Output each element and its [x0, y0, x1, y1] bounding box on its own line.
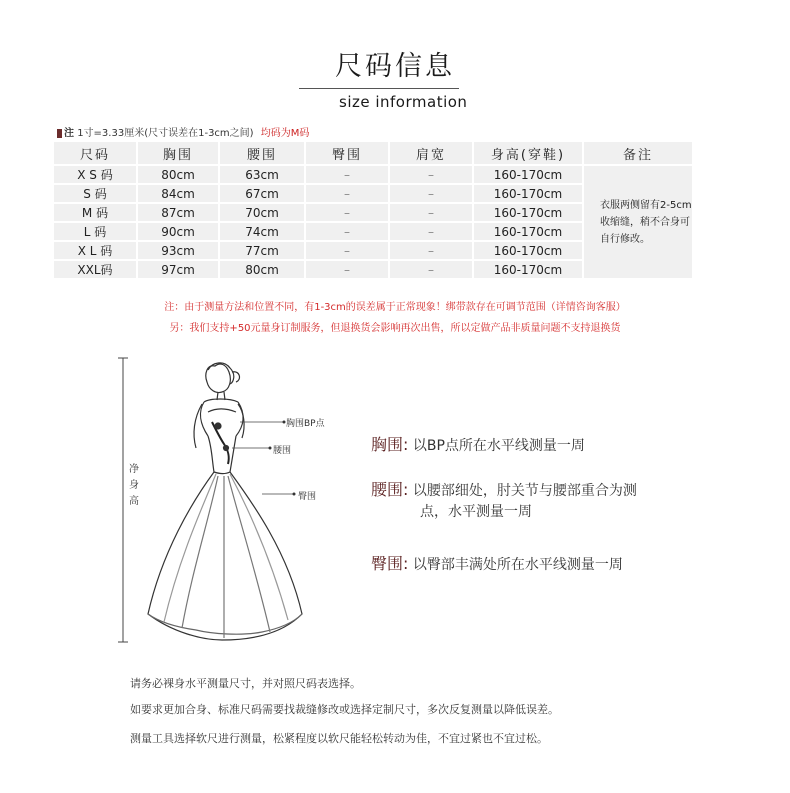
note-highlight: 均码为M码: [260, 128, 310, 139]
cell-bust: 84cm: [138, 185, 218, 202]
cell-bust: 87cm: [138, 204, 218, 221]
cell-waist: 63cm: [220, 166, 304, 183]
title-divider: [299, 88, 459, 89]
bust-point-label: 胸围BP点: [286, 419, 325, 429]
header-shoulder: 肩宽: [390, 142, 472, 164]
cell-hip: –: [306, 185, 388, 202]
cell-hip: –: [306, 223, 388, 240]
cell-shoulder: –: [390, 185, 472, 202]
cell-hip: –: [306, 261, 388, 278]
waist-measure: [371, 479, 637, 502]
cell-height: 160-170cm: [474, 185, 582, 202]
tip-line: 如要求更加合身、标准尺码需要找裁缝修改或选择定制尺寸，多次反复测量以降低误差。: [130, 703, 559, 716]
cell-shoulder: –: [390, 204, 472, 221]
cell-height: 160-170cm: [474, 166, 582, 183]
cell-size: L 码: [54, 223, 136, 240]
header-waist: 腰围: [220, 142, 304, 164]
cell-remark: [584, 166, 692, 278]
cell-bust: 97cm: [138, 261, 218, 278]
cell-size: XXL码: [54, 261, 136, 278]
cell-shoulder: –: [390, 223, 472, 240]
table-header-row: [54, 142, 692, 164]
figure-bodice: [194, 399, 244, 474]
cell-waist: 80cm: [220, 261, 304, 278]
label-leaders: [232, 422, 294, 494]
header-size: 尺码: [54, 142, 136, 164]
remark-line: 收缩缝，稍不合身可: [600, 216, 690, 228]
cell-waist: 74cm: [220, 223, 304, 240]
label-dots: [269, 421, 296, 496]
cell-waist: 70cm: [220, 204, 304, 221]
header-remark: 备注: [584, 142, 692, 164]
bust-desc: 以BP点所在水平线测量一周: [412, 438, 585, 454]
cell-size: M 码: [54, 204, 136, 221]
cell-shoulder: –: [390, 166, 472, 183]
hip-desc: 以臀部丰满处所在水平线测量一周: [412, 557, 623, 573]
page-title: 尺码信息: [335, 51, 455, 82]
cell-waist: 67cm: [220, 185, 304, 202]
remark-line: 自行修改。: [600, 233, 650, 245]
header-bust: 胸围: [138, 142, 218, 164]
cell-height: 160-170cm: [474, 204, 582, 221]
remark-line: 衣服两侧留有2-5cm: [600, 199, 692, 211]
bust-term: 胸围:: [371, 435, 409, 454]
custom-order-note: 另：我们支持+50元量身订制服务，但退换货会影响再次出售，所以定做产品非质量问题不支持退换货: [169, 323, 621, 334]
bust-measure: [371, 434, 585, 457]
hip-label: 臀围: [298, 492, 317, 502]
cell-waist: 77cm: [220, 242, 304, 259]
cell-hip: –: [306, 166, 388, 183]
cell-size: X L 码: [54, 242, 136, 259]
tip-line: 测量工具选择软尺进行测量，松紧程度以软尺能轻松转动为佳，不宜过紧也不宜过松。: [130, 732, 548, 745]
height-ruler: [118, 358, 128, 642]
error-note: 注：由于测量方法和位置不同，有1-3cm的误差属于正常现象！绑带款存在可调节范围（详情咨询客服）: [164, 302, 626, 313]
cell-height: 160-170cm: [474, 261, 582, 278]
waist-desc-1: 以腰部细处，肘关节与腰部重合为测: [412, 483, 637, 499]
cell-size: X S 码: [54, 166, 136, 183]
tip-line: 请务必裸身水平测量尺寸，并对照尺码表选择。: [130, 677, 361, 690]
hip-term: 臀围:: [371, 554, 409, 573]
size-table: [52, 140, 694, 280]
header-hip: 臀围: [306, 142, 388, 164]
figure-head: [206, 363, 240, 400]
header-height: 身高(穿鞋): [474, 142, 582, 164]
note-prefix: 注: [64, 128, 74, 139]
cell-size: S 码: [54, 185, 136, 202]
table-row: [54, 166, 692, 183]
cell-bust: 80cm: [138, 166, 218, 183]
page-subtitle: size information: [339, 93, 468, 111]
waist-term: 腰围:: [371, 480, 409, 499]
waist-label: 腰围: [273, 446, 292, 456]
cell-hip: –: [306, 242, 388, 259]
waist-measure-cont: 点，水平测量一周: [420, 504, 532, 520]
cell-shoulder: –: [390, 261, 472, 278]
unit-note: [64, 124, 309, 139]
cell-height: 160-170cm: [474, 223, 582, 240]
note-marker-icon: [57, 129, 62, 138]
cell-shoulder: –: [390, 242, 472, 259]
dress-illustration: [112, 352, 332, 652]
figure-skirt: [148, 472, 302, 640]
cell-hip: –: [306, 204, 388, 221]
note-text: 1寸=3.33厘米(尺寸误差在1-3cm之间): [77, 128, 254, 139]
hip-measure: [371, 553, 623, 576]
cell-bust: 93cm: [138, 242, 218, 259]
height-label: 净身高: [129, 464, 139, 507]
cell-height: 160-170cm: [474, 242, 582, 259]
cell-bust: 90cm: [138, 223, 218, 240]
